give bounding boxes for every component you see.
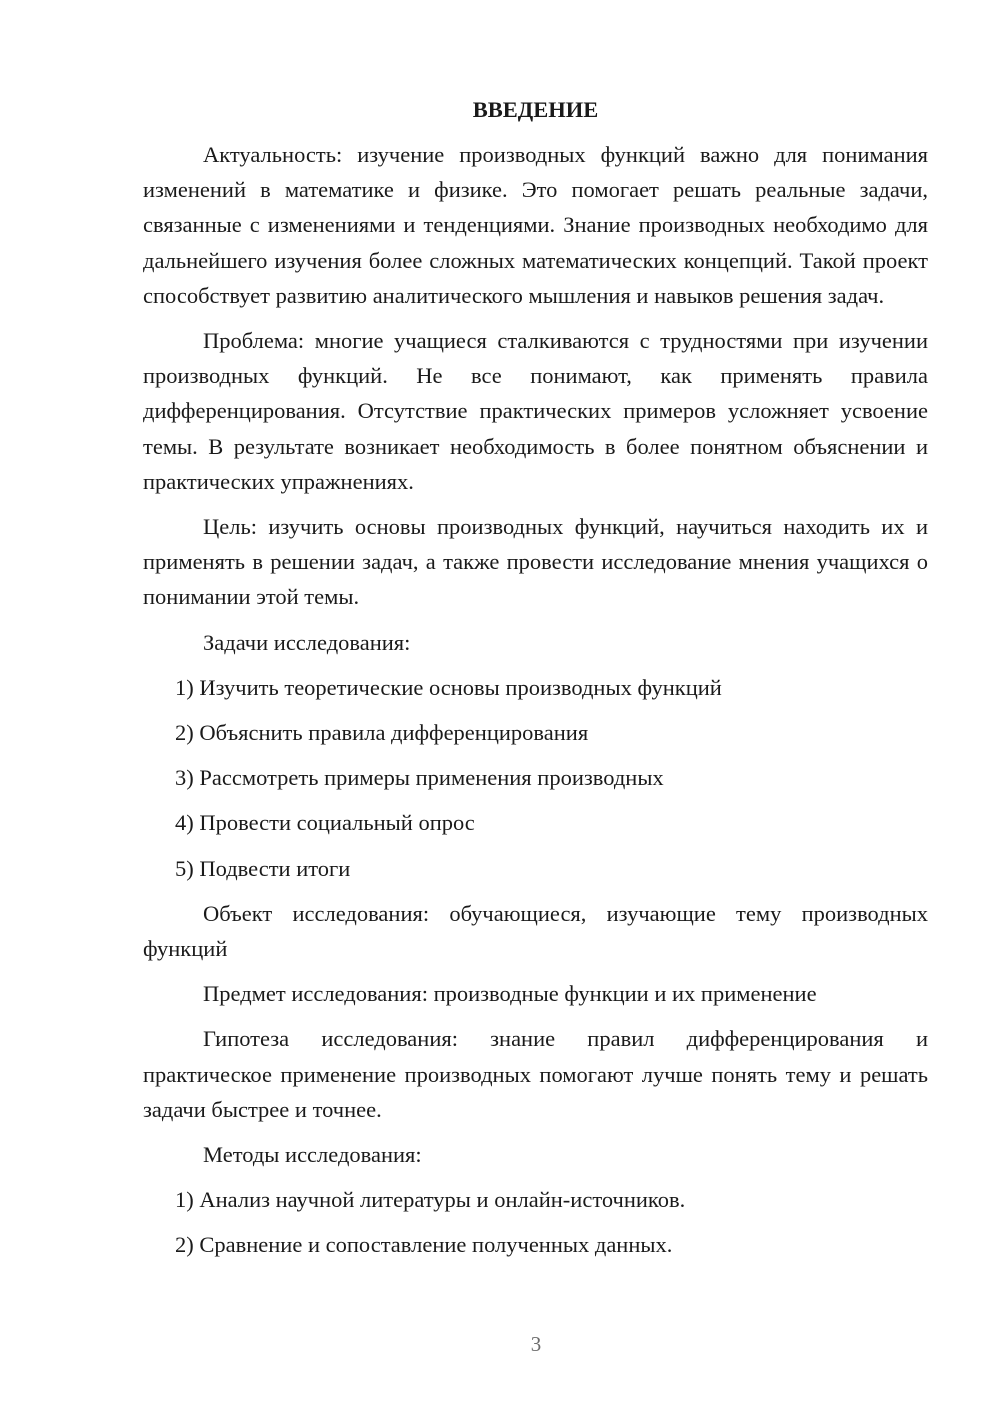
problem-paragraph: Проблема: многие учащиеся сталкиваются с трудностями при изучении производных функций. Не все понимают, как применять правила дифференцирования. Отсутствие практических примеров усложняет усвоение темы. В результате возникает необходимость в более понятном объяснении и практических упражнениях. xyxy=(143,328,928,494)
relevance-paragraph: Актуальность: изучение производных функций важно для понимания изменений в математике и физике. Это помогает решать реальные задачи, связанные с изменениями и тенденциями. Знание производных необходимо для дальнейшего изучения более сложных математических концепций. Такой проект способствует развитию аналитического мышления и навыков решения задач. xyxy=(143,142,928,308)
method-item-1: 1) Анализ научной литературы и онлайн-источников. xyxy=(175,1187,686,1213)
task-item-4: 4) Провести социальный опрос xyxy=(175,810,475,836)
task-item-1: 1) Изучить теоретические основы производных функций xyxy=(175,674,722,700)
document-page xyxy=(143,92,928,1273)
section-title: ВВЕДЕНИЕ xyxy=(472,97,599,122)
methods-heading: Методы исследования: xyxy=(203,1142,422,1168)
subject-paragraph: Предмет исследования: производные функции и их применение xyxy=(203,981,817,1007)
hypothesis-paragraph: Гипотеза исследования: знание правил дифференцирования и практическое применение производных помогают лучше понять тему и решать задачи быстрее и точнее. xyxy=(143,1026,928,1122)
page-number: 3 xyxy=(530,1332,542,1356)
task-item-2: 2) Объяснить правила дифференцирования xyxy=(175,720,589,746)
tasks-heading: Задачи исследования: xyxy=(203,629,411,655)
object-paragraph: Объект исследования: обучающиеся, изучающие тему производных функций xyxy=(143,900,928,962)
task-item-3: 3) Рассмотреть примеры применения производных xyxy=(175,765,664,791)
goal-paragraph: Цель: изучить основы производных функций, научиться находить их и применять в решении задач, а также провести исследование мнения учащихся о понимании этой темы. xyxy=(143,514,928,610)
task-item-5: 5) Подвести итоги xyxy=(175,855,351,881)
method-item-2: 2) Сравнение и сопоставление полученных данных. xyxy=(175,1232,673,1258)
